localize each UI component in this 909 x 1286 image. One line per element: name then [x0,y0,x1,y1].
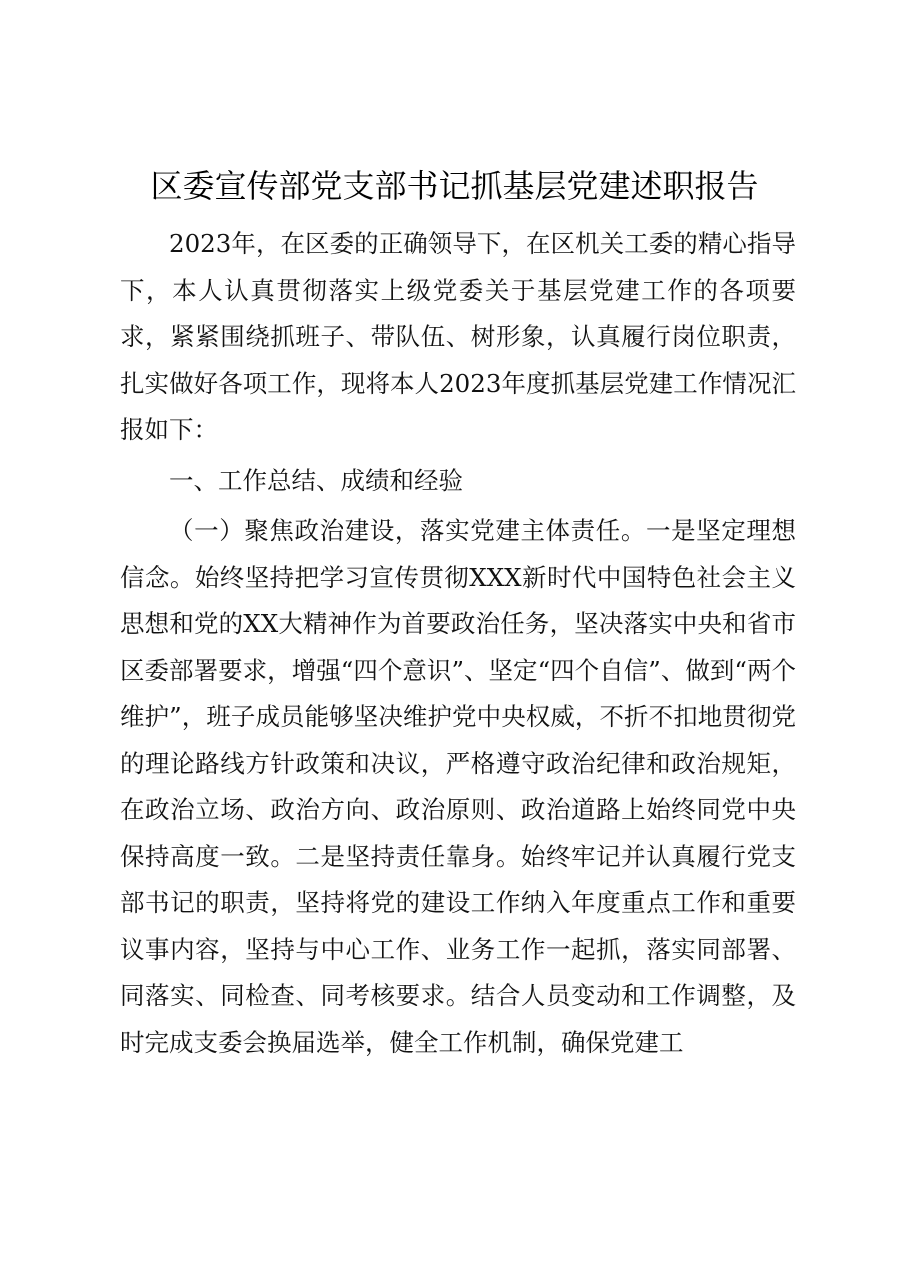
paragraph-intro: 2023年，在区委的正确领导下，在区机关工委的精心指导下，本人认真贯彻落实上级党委关于基层党建工作的各项要求，紧紧围绕抓班子、带队伍、树形象，认真履行岗位职责，扎实做好各项工作，现将本人2023年度抓基层党建工作情况汇报如下： [120,229,796,444]
paragraph-section-1: （一）聚焦政治建设，落实党建主体责任。一是坚定理想信念。始终坚持把学习宣传贯彻XXX新时代中国特色社会主义思想和党的XX大精神作为首要政治任务，坚决落实中央和省市区委部署要求，增强“四个意识”、坚定“四个自信”、做到“两个维护”，班子成员能够坚决维护党中央权威，不折不扣地贯彻党的理论路线方针政策和决议，严格遵守政治纪律和政治规矩，在政治立场、政治方向、政治原则、政治道路上始终同党中央保持高度一致。二是坚持责任靠身。始终牢记并认真履行党支部书记的职责，坚持将党的建设工作纳入年度重点工作和重要议事内容，坚持与中心工作、业务工作一起抓，落实同部署、同落实、同检查、同考核要求。结合人员变动和工作调整，及时完成支委会换届选举，健全工作机制，确保党建工 [120,516,796,1057]
document-body [120,221,796,1066]
section-heading: 一、工作总结、成绩和经验 [169,465,463,495]
document-title: 区委宣传部党支部书记抓基层党建述职报告 [150,167,759,205]
